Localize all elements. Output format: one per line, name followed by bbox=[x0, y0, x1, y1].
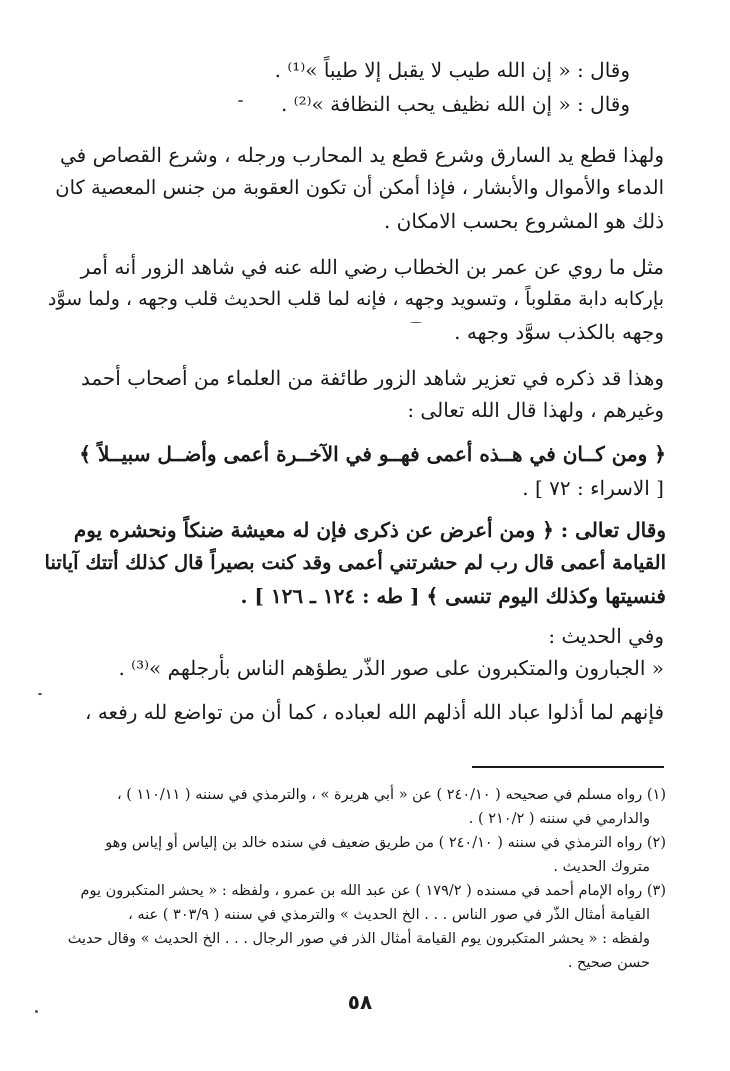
verse-reference-isra: [ الاسراء : ٧٢ ] . bbox=[522, 476, 664, 500]
paragraph-2-line-2: بإركابه دابة مقلوباً ، وتسويد وجهه ، فإنه لما قلب الحديث قلب وجهه ، ولما سوَّد bbox=[47, 288, 664, 310]
paragraph-3-line-1: وهذا قد ذكره في تعزير شاهد الزور طائفة من العلماء من أصحاب أحمد bbox=[80, 366, 664, 390]
hadith-heading: وفي الحديث : bbox=[548, 624, 664, 648]
scan-speck bbox=[35, 1010, 38, 1013]
hadith-line-2: وقال : « إن الله نظيف يحب النظافة »⁽²⁾ . bbox=[280, 92, 630, 116]
quran-verse-taha-line-2: القيامة أعمى قال رب لم حشرتني أعمى وقد كنت بصيراً قال كذلك أتتك آياتنا bbox=[44, 551, 666, 574]
footnote-3-line-2: القيامة أمثال الذّر في صور الناس . . . الخ الحديث » والترمذي في سننه ( ٣٠٣/٩ ) عنه ، bbox=[128, 907, 650, 923]
hadith-line-1: وقال : « إن الله طيب لا يقبل إلا طيباً »⁽¹⁾ . bbox=[274, 58, 630, 82]
paragraph-2-line-3: وجهه بالكذب سوَّد وجهه . bbox=[454, 320, 664, 344]
footnote-3-line-3: ولفظه : « يحشر المتكبرون يوم القيامة أمثال الذر في صور الرجال . . . الخ الحديث » وقال حديث bbox=[67, 931, 650, 947]
hadith-line-3: « الجبارون والمتكبرون على صور الذّر يطؤهم الناس بأرجلهم »⁽³⁾ . bbox=[118, 656, 664, 680]
paragraph-1-line-2: الدماء والأموال والأبشار ، فإذا أمكن أن تكون العقوبة من جنس المعصية كان bbox=[55, 176, 664, 199]
footnote-1-line-1: (١) رواه مسلم في صحيحه ( ٢٤٠/١٠ ) عن « أبي هريرة » ، والترمذي في سننه ( ١١٠/١١ ) ، bbox=[116, 787, 666, 803]
paragraph-1-line-1: ولهذا قطع يد السارق وشرع قطع يد المحارب ورجله ، وشرع القصاص في bbox=[60, 143, 664, 167]
footnote-3-line-1: (٣) رواه الإمام أحمد في مسنده ( ١٧٩/٢ ) عن عبد الله بن عمرو ، ولفظه : « يحشر المتكبرون يوم bbox=[80, 883, 666, 899]
paragraph-2-line-1: مثل ما روي عن عمر بن الخطاب رضي الله عنه في شاهد الزور أنه أمر bbox=[80, 255, 664, 279]
scan-speck bbox=[410, 322, 422, 323]
footnote-2-line-2: متروك الحديث . bbox=[553, 859, 650, 875]
paragraph-4-line-1: فإنهم لما أذلوا عباد الله أذلهم الله لعباده ، كما أن من تواضع لله رفعه ، bbox=[85, 700, 664, 724]
quran-verse-taha-line-1: وقال تعالى : ﴿ ومن أعرض عن ذكرى فإن له معيشة ضنكاً ونحشره يوم bbox=[73, 518, 666, 542]
footnote-1-line-2: والدارمي في سننه ( ٢١٠/٢ ) . bbox=[468, 811, 650, 827]
footnote-3-line-4: حسن صحيح . bbox=[567, 955, 650, 971]
scan-speck bbox=[38, 693, 42, 695]
paragraph-1-line-3: ذلك هو المشروع بحسب الامكان . bbox=[383, 209, 664, 233]
paragraph-3-line-2: وغيرهم ، ولهذا قال الله تعالى : bbox=[407, 398, 664, 422]
page-number: ٥٨ bbox=[347, 990, 373, 1014]
quran-verse-isra: ﴿ ومن كــان في هــذه أعمى فهــو في الآخــرة أعمى وأضــل سبيــلاً ﴾ bbox=[79, 442, 666, 466]
footnote-separator bbox=[472, 766, 664, 768]
quran-verse-taha-line-3: فنسيتها وكذلك اليوم تنسى ﴾ [ طه : ١٢٤ ـ ١٢٦ ] . bbox=[240, 584, 666, 608]
scan-speck bbox=[238, 100, 243, 102]
footnote-2-line-1: (٢) رواه الترمذي في سننه ( ٢٤٠/١٠ ) من طريق ضعيف في سنده خالد بن إلياس أو إياس وهو bbox=[105, 835, 666, 851]
